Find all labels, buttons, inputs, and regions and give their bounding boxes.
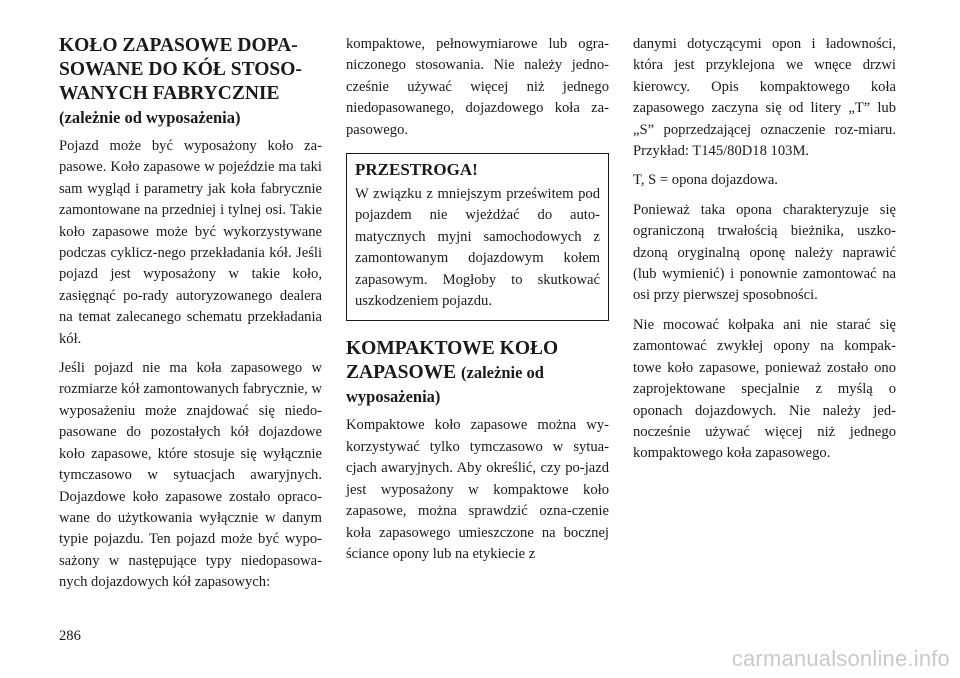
paragraph-tread-life: Ponieważ taka opona charakteryzuje się ograniczoną trwałością bieżnika, uszko-dzoną oryginalną oponę należy naprawić (lub wymienić) i ponownie zamontować na osi przy pierwszej sposobności. [633,201,896,304]
heading-compact-spare-subtitle: (zależnie od wyposażenia) [346,363,544,407]
section-heading-matching-spare [59,34,322,130]
column-3 [633,34,896,473]
section-heading-compact-spare [346,337,609,409]
heading-matching-spare-title: KOŁO ZAPASOWE DOPA- SOWANE DO KÓŁ STOSO- WANYCH FABRYCZNIE [59,35,302,104]
page-number: 286 [59,628,81,644]
column-2 [346,34,609,573]
heading-matching-spare-subtitle: (zależnie od wyposażenia) [59,108,241,127]
watermark: carmanualsonline.info [731,646,950,671]
paragraph-compact-spare-part2: danymi dotyczącymi opon i ładowności, która jest przyklejona we wnęce drzwi kierowcy. Opis kompaktowego koła zapasowego zaczyna się od litery „T” lub „S” poprzedzającej oznaczenie roz-miaru. Przykład: T145/80D18 103M. [633,36,896,160]
heading-compact-spare-title: KOMPAKTOWE KOŁO ZAPASOWE [346,338,559,384]
caution-box [346,153,609,321]
caution-title: PRZESTROGA! [355,160,478,180]
column-1 [59,34,322,602]
paragraph-non-matching-spare-part2: kompaktowe, pełnowymiarowe lub ogra-niczonego stosowania. Nie należy jedno-cześnie używać więcej niż jednego niedopasowanego, dojazdowego koła za-pasowego. [346,36,609,138]
paragraph-hubcap-warning: Nie mocować kołpaka ani nie starać się zamontować zwykłej opony na kompak-towe koło zapasowe, ponieważ zostało ono zaprojektowane specjalnie z myślą o oponach dojazdowych. Nie należy jed-nocześnie używać więcej niż jednego kompaktowego koła zapasowego. [633,316,896,462]
paragraph-matching-spare: Pojazd może być wyposażony koło za-pasowe. Koło zapasowe w pojeździe ma taki sam wygląd i parametry jak koła fabrycznie zamontowane na przedniej i tylnej osi. Takie koło zapasowe może być wykorzystywane podczas cyklicz-nego przekładania kół. Jeśli pojazd jest wyposażony w takie koło, zasięgnąć po-rady autoryzowanego dealera na temat zalecanego schematu przekładania kół. [59,138,322,347]
caution-body: W związku z mniejszym prześwitem pod pojazdem nie wjeżdżać do auto-matycznych myjni samochodowych z zamontowanym dojazdowym kołem zapasowym. Mogłoby to skutkować uszkodzeniem pojazdu. [355,186,600,310]
paragraph-non-matching-spare-part1: Jeśli pojazd nie ma koła zapasowego w rozmiarze kół zamontowanych fabrycznie, w wyposażeniu może znajdować się niedo-pasowane do pozostałych kół dojazdowe koło zapasowe, które stosuje się wyłącznie tymczasowo w sytuacjach awaryjnych. Dojazdowe koło zapasowe zostało opraco-wane do użytkowania wyłącznie w danym typie pojazdu. Ten pojazd może być wypo-sażony w następujące typy niedopasowa-nych dojazdowych kół zapasowych: [59,360,322,591]
paragraph-compact-spare-part1: Kompaktowe koło zapasowe można wy-korzystywać tylko tymczasowo w sytua-cjach awaryjnych. Aby określić, czy po-jazd jest wyposażony w kompaktowe koło zapasowe, można sprawdzić ozna-czenie koła zapasowego umieszczone na bocznej ściance opony lub na etykiecie z [346,417,609,562]
paragraph-tire-code: T, S = opona dojazdowa. [633,172,778,189]
